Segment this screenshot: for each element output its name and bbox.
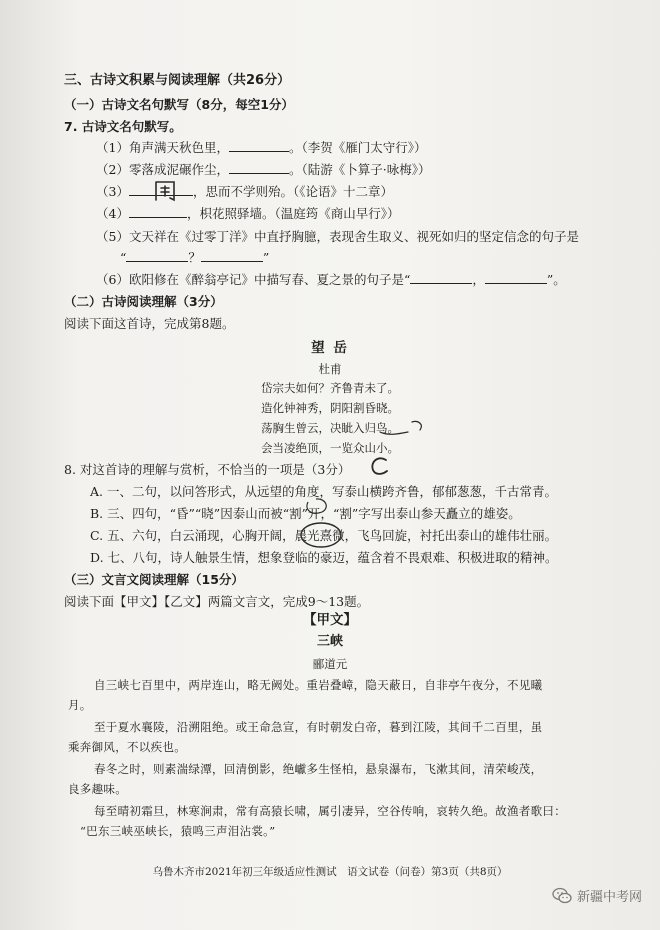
essay-paragraph: 至于夏水襄陵，沿溯阻绝。或王命急宣，有时朝发白帝，暮到江陵，其间千二百里，虽 [94,720,543,734]
essay-paragraph: 良多趣味。 [68,782,127,796]
essay-paragraph: 春冬之时，则素湍绿潭，回清倒影，绝巘多生怪柏，悬泉瀑布，飞漱其间，清荣峻茂， [94,762,543,776]
q7-item-6: （6）欧阳修在《醉翁亭记》中描写春、夏之景的句子是“ ， ”。 [96,272,566,287]
answer-blank [126,250,188,262]
q7-item-2: （2）零落成泥碾作尘， 。（陆游《卜算子·咏梅》） [96,162,431,177]
part1-title: （一）古诗文名句默写（8分，每空1分） [64,97,294,112]
q7-stem: 7. 古诗文名句默写。 [64,119,182,134]
answer-blank [201,250,263,262]
page-footer: 乌鲁木齐市2021年初三年级适应性测试 语文试卷（问卷）第3页（共8页） [152,866,508,878]
essay-paragraph: “巴东三峡巫峡长，猿鸣三声泪沾裳。” [80,824,276,838]
poem-line: 造化钟神秀，阴阳割昏晓。 [261,401,399,415]
handwritten-circle-mark [298,520,344,550]
poem-author: 杜甫 [318,362,342,376]
part3-intro: 阅读下面【甲文】【乙文】两篇文言文，完成9～13题。 [64,594,370,609]
essay-paragraph: 每至晴初霜旦，林寒涧肃，常有高猿长啸，属引凄异，空谷传响，哀转久绝。故渔者歌曰： [94,804,566,818]
essay-author: 郦道元 [312,657,348,671]
poem-line: 荡胸生曾云，决眦入归鸟。 [261,421,399,435]
answer-blank [410,272,472,284]
essay-paragraph: 乘奔御风，不以疾也。 [68,740,186,754]
part2-intro: 阅读下面这首诗，完成第8题。 [64,316,235,331]
q8-option-d: D. 七、八句，诗人触景生情，想象登临的豪迈，蕴含着不畏艰难、积极进取的精神。 [90,550,558,565]
answer-blank [229,140,289,152]
handwritten-answer-c [368,456,392,478]
poem-title: 望 岳 [311,340,349,356]
handwritten-underline-mark [378,418,438,438]
watermark-text: 新疆中考网 [576,890,642,905]
jia-label: 【甲文】 [303,612,357,628]
q7-item-4: （4） ，枳花照驿墙。（温庭筠《商山早行》） [96,206,400,221]
q7-item-1: （1）角声满天秋色里， 。（李贺《雁门太守行》） [96,140,427,155]
handwritten-circle-mark [302,496,332,518]
part3-title: （三）文言文阅读理解（15分） [64,572,244,587]
poem-line: 岱宗夫如何？齐鲁青未了。 [261,381,399,395]
q7-item-3: （3） ，思而不学则殆。（《论语》十二章） [96,184,393,199]
answer-blank [229,162,289,174]
poem-line: 会当凌绝顶，一览众山小。 [261,441,399,455]
essay-paragraph: 自三峡七百里中，两岸连山，略无阙处。重岩叠嶂，隐天蔽日，自非亭午夜分，不见曦 [94,678,543,692]
wechat-icon [552,887,572,905]
section-title: 三、古诗文积累与阅读理解（共26分） [64,73,291,88]
watermark [552,886,642,905]
answer-blank [485,272,547,284]
q8-option-a: A. 一、二句，以问答形式，从远望的角度，写泰山横跨齐鲁，郁郁葱葱，千古常青。 [90,484,557,499]
q8-option-b: B. 三、四句，“昏”“晓”因泰山而被“割”开，“割”字写出泰山参天矗立的雄姿。 [90,506,521,521]
essay-paragraph: 月。 [68,698,92,712]
q7-item-5-blanks: “ ？ ” [120,250,270,265]
essay-title: 三峡 [316,634,343,649]
handwritten-character [150,178,180,204]
part2-title: （二）古诗阅读理解（3分） [64,294,223,309]
q7-item-5: （5）文天祥在《过零丁洋》中直抒胸臆，表现舍生取义、视死如归的坚定信念的句子是 [96,229,579,244]
q8-option-c: C. 五、六句，白云涌现，心胸开阔，晨光熹微，飞鸟回旋，衬托出泰山的雄伟壮丽。 [90,528,558,543]
answer-blank [129,206,187,218]
q8-stem: 8. 对这首诗的理解与赏析，不恰当的一项是（3分） [64,462,351,477]
